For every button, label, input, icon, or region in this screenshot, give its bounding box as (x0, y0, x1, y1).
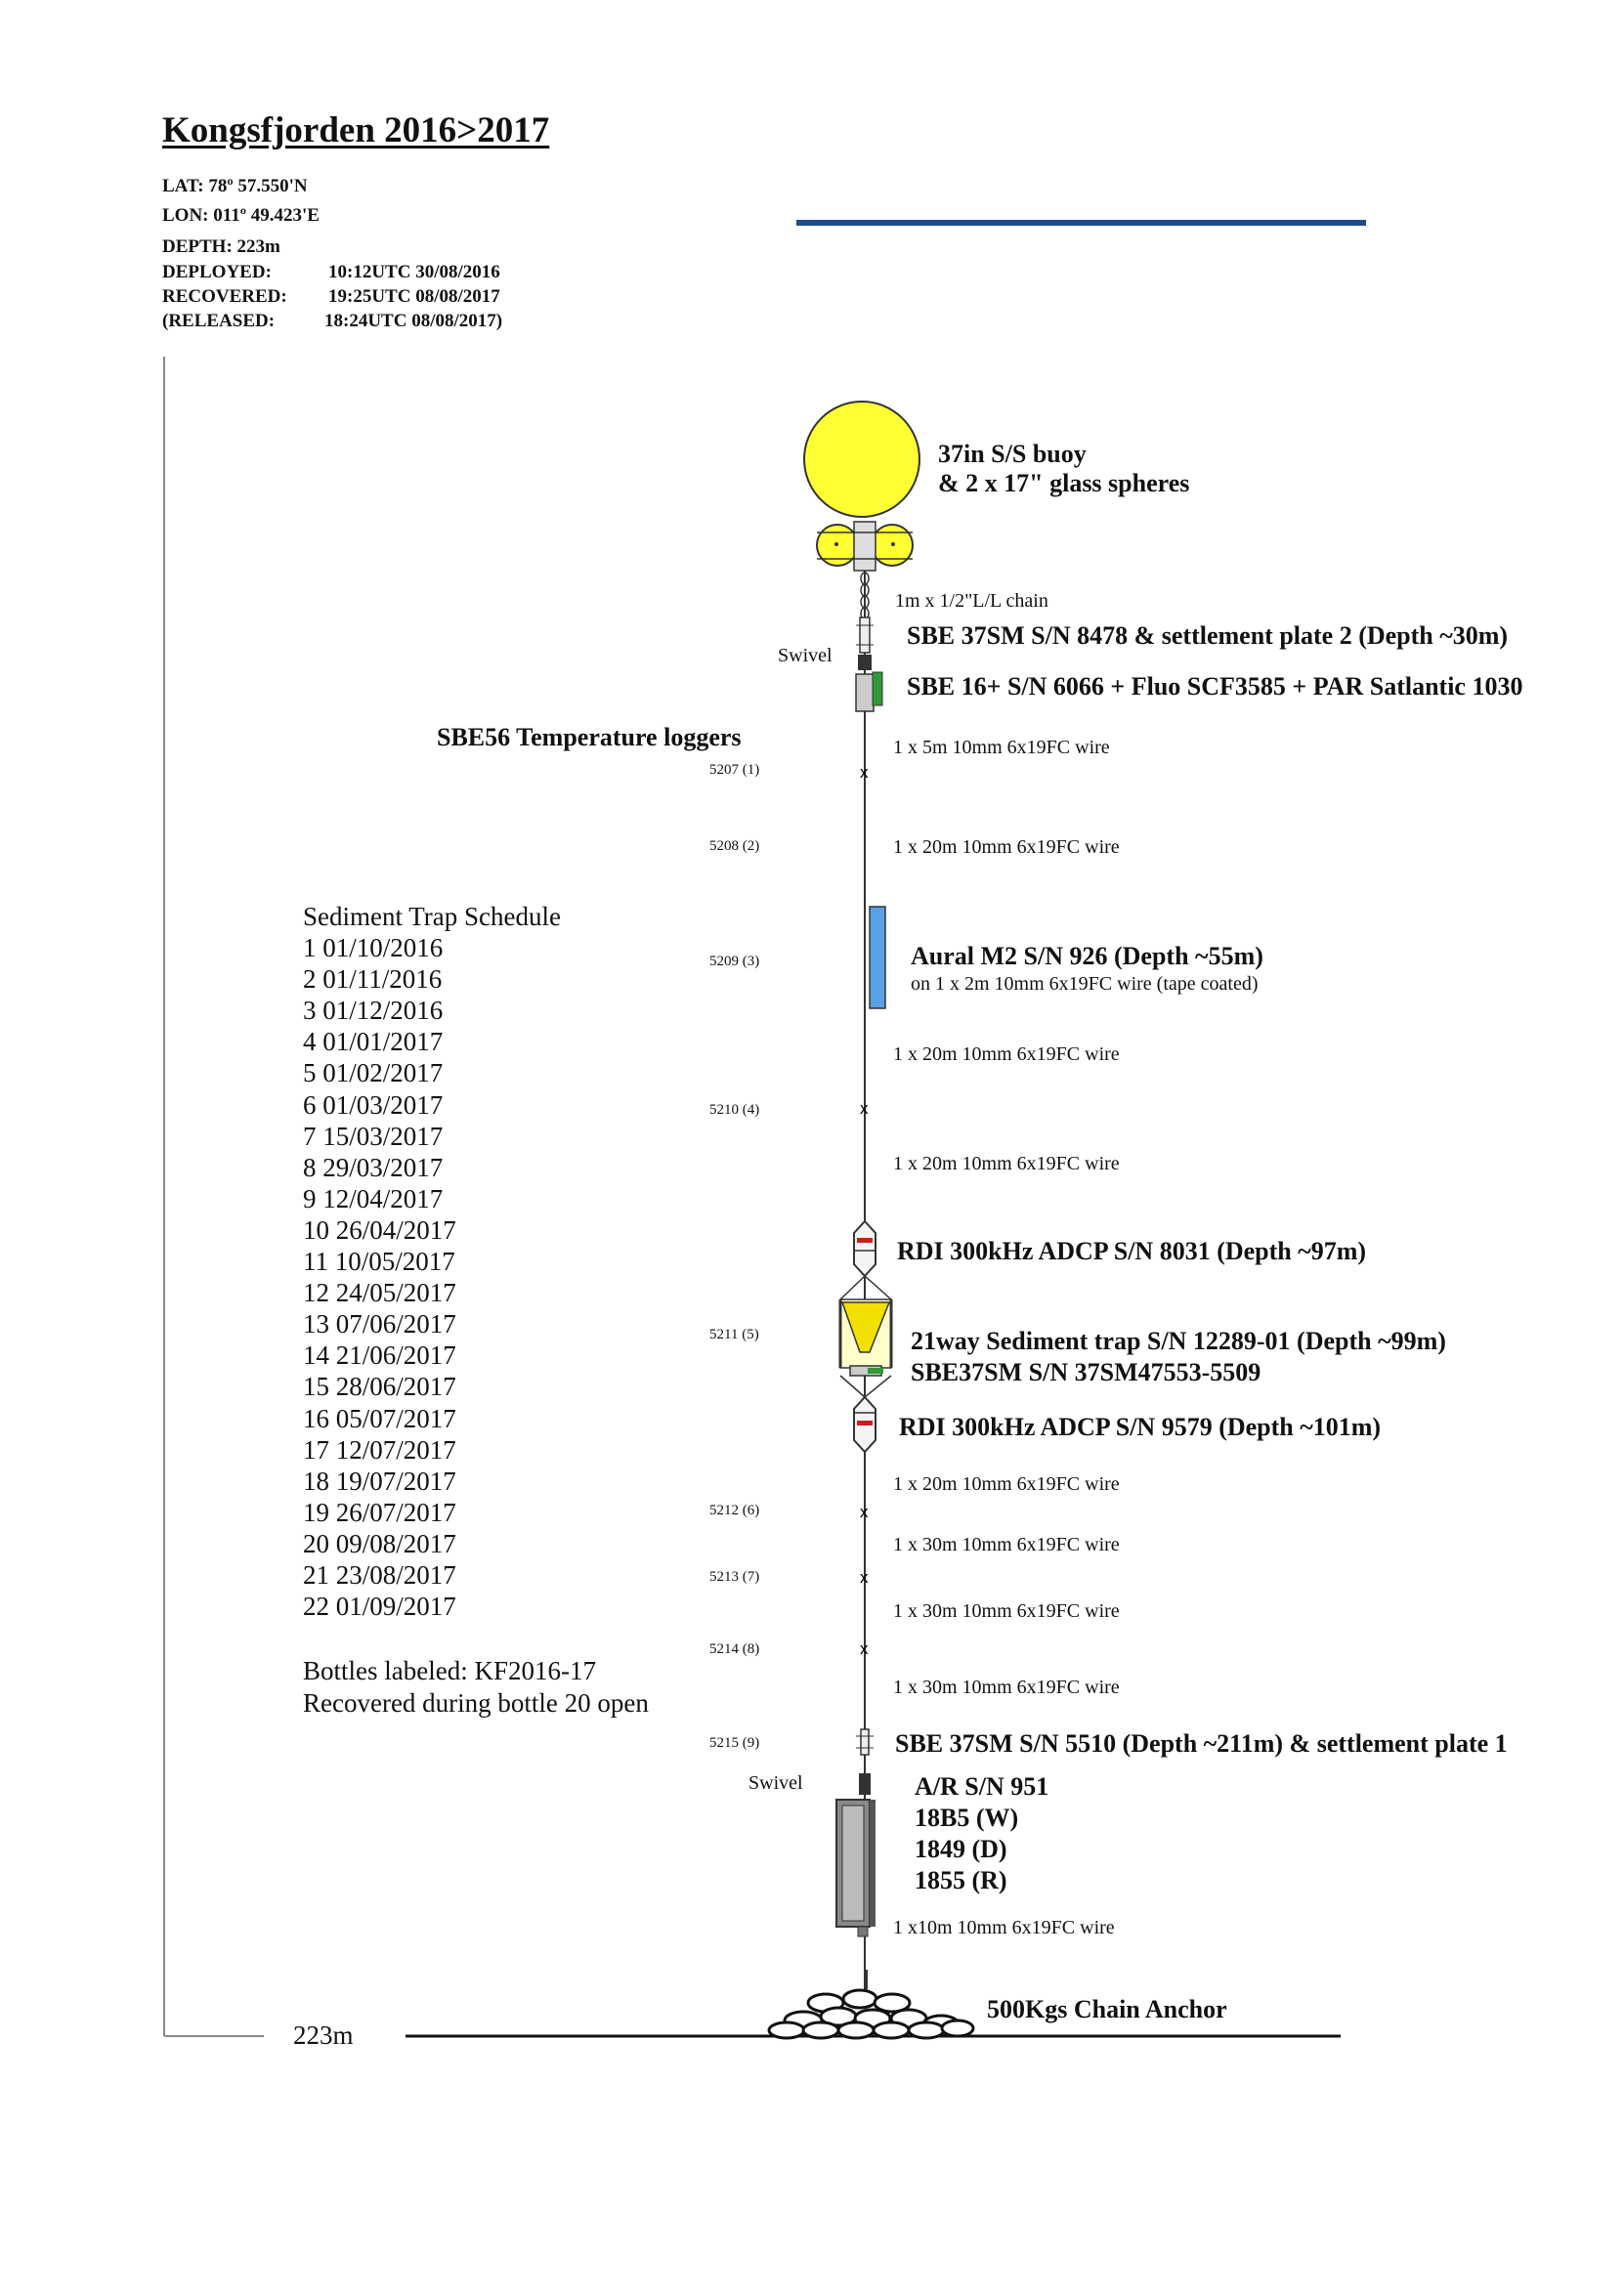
schedule-row: 14 21/06/2017 (303, 1340, 456, 1371)
logger-mark-4: x (860, 1099, 869, 1118)
logger-mark-8: x (860, 1639, 869, 1658)
adcp1-icon (854, 1221, 876, 1276)
adcp2-icon (854, 1397, 876, 1452)
schedule-row: 3 01/12/2016 (303, 996, 444, 1026)
schedule-row: 16 05/07/2017 (303, 1403, 456, 1433)
wire-label-1: 1 x 5m 10mm 6x19FC wire (893, 737, 1110, 758)
schedule-row: 19 26/07/2017 (303, 1497, 456, 1527)
logger-id-3: 5209 (3) (709, 954, 760, 969)
wire-label-2: 1 x 20m 10mm 6x19FC wire (893, 836, 1120, 858)
logger-mark-7: x (860, 1568, 869, 1587)
schedule-row: 5 01/02/2017 (303, 1058, 444, 1088)
buoy-label-2: & 2 x 17" glass spheres (938, 469, 1190, 497)
sbe37-bottom-icon (861, 1729, 869, 1755)
swivel-top-icon (858, 655, 872, 670)
schedule-row: 2 01/11/2016 (303, 964, 443, 995)
swivel-top-label: Swivel (778, 645, 833, 666)
aural-icon (870, 907, 885, 1008)
schedule-row: 7 15/03/2017 (303, 1121, 444, 1151)
released-value: 18:24UTC 08/08/2017) (324, 311, 503, 331)
deployed-row (162, 260, 500, 284)
anchor-label: 500Kgs Chain Anchor (987, 1995, 1227, 2023)
logger-id-1: 5207 (1) (709, 762, 760, 778)
bottles-label: Bottles labeled: KF2016-17 (303, 1656, 596, 1685)
wire-label-6: 1 x 30m 10mm 6x19FC wire (893, 1534, 1120, 1555)
schedule-row: 4 01/01/2017 (303, 1027, 444, 1057)
schedule-row: 9 12/04/2017 (303, 1183, 444, 1213)
sediment-trap-schedule (303, 901, 561, 1622)
swivel-bottom-icon (859, 1773, 871, 1795)
aural-label: Aural M2 S/N 926 (Depth ~55m) (911, 942, 1263, 970)
schedule-title: Sediment Trap Schedule (303, 902, 561, 931)
recovered-value: 19:25UTC 08/08/2017 (328, 286, 500, 307)
sbe16-icon (856, 674, 874, 711)
latitude: LAT: 78º 57.550'N (162, 176, 308, 196)
deployed-value: 10:12UTC 30/08/2016 (328, 262, 500, 282)
schedule-row: 20 09/08/2017 (303, 1528, 456, 1558)
page-title: Kongsfjorden 2016>2017 (162, 110, 550, 150)
logger-id-8: 5214 (8) (709, 1641, 760, 1657)
sediment-trap-sbe-label: SBE37SM S/N 37SM47553-5509 (911, 1358, 1261, 1386)
wire-label-5: 1 x 20m 10mm 6x19FC wire (893, 1473, 1120, 1495)
schedule-row: 21 23/08/2017 (303, 1559, 456, 1590)
release-code-r: 1855 (R) (915, 1866, 1007, 1894)
release-code-w: 18B5 (W) (915, 1804, 1019, 1832)
logger-mark-1: x (860, 763, 869, 782)
bottles-note (303, 1655, 649, 1720)
schedule-row: 15 28/06/2017 (303, 1372, 456, 1402)
sbe37-bottom-label: SBE 37SM S/N 5510 (Depth ~211m) & settlement plate 1 (895, 1729, 1508, 1758)
released-label: (RELEASED: (162, 311, 276, 331)
aural-housing-icon (864, 907, 866, 1008)
sbe16-label: SBE 16+ S/N 6066 + Fluo SCF3585 + PAR Satlantic 1030 (907, 672, 1523, 701)
anchor-chain-icon (769, 1970, 973, 2038)
schedule-row: 1 01/10/2016 (303, 933, 444, 963)
header-bar (796, 220, 1366, 226)
schedule-row: 8 29/03/2017 (303, 1152, 444, 1182)
chain-label: 1m x 1/2"L/L chain (895, 590, 1048, 612)
wire-label-8: 1 x 30m 10mm 6x19FC wire (893, 1677, 1120, 1698)
schedule-row: 18 19/07/2017 (303, 1466, 456, 1496)
wire-label-4: 1 x 20m 10mm 6x19FC wire (893, 1153, 1120, 1174)
adcp1-label: RDI 300kHz ADCP S/N 8031 (Depth ~97m) (897, 1237, 1367, 1265)
wire-label-3: 1 x 20m 10mm 6x19FC wire (893, 1043, 1120, 1065)
released-row (162, 309, 502, 333)
schedule-row: 6 01/03/2017 (303, 1089, 444, 1120)
temp-loggers-label: SBE56 Temperature loggers (437, 723, 742, 751)
buoy-label: 37in S/S buoy (938, 440, 1087, 468)
logger-id-6: 5212 (6) (709, 1503, 760, 1518)
sbe37-top-label: SBE 37SM S/N 8478 & settlement plate 2 (Depth ~30m) (907, 621, 1509, 650)
logger-id-9: 5215 (9) (709, 1735, 760, 1751)
swivel-bottom-label: Swivel (748, 1772, 803, 1794)
schedule-row: 17 12/07/2017 (303, 1434, 456, 1465)
buoy-icon (804, 402, 919, 517)
acoustic-release-icon (836, 1800, 876, 1936)
schedule-row: 12 24/05/2017 (303, 1278, 456, 1308)
depth-marker-label: 223m (293, 2020, 354, 2050)
logger-id-2: 5208 (2) (709, 838, 760, 854)
logger-id-7: 5213 (7) (709, 1569, 760, 1585)
bottles-recovered: Recovered during bottle 20 open (303, 1688, 649, 1718)
adcp2-label: RDI 300kHz ADCP S/N 9579 (Depth ~101m) (899, 1413, 1382, 1441)
wire-label-7: 1 x 30m 10mm 6x19FC wire (893, 1600, 1120, 1622)
sediment-trap-label: 21way Sediment trap S/N 12289-01 (Depth ~99m) (911, 1327, 1446, 1355)
release-label: A/R S/N 951 (915, 1772, 1049, 1801)
recovered-label: RECOVERED: (162, 286, 287, 307)
schedule-row: 13 07/06/2017 (303, 1309, 456, 1339)
logger-mark-6: x (860, 1503, 869, 1521)
schedule-row: 10 26/04/2017 (303, 1214, 456, 1245)
longitude: LON: 011º 49.423'E (162, 205, 320, 226)
release-code-d: 1849 (D) (915, 1835, 1007, 1863)
depth: DEPTH: 223m (162, 236, 280, 257)
schedule-row: 11 10/05/2017 (303, 1247, 455, 1277)
logger-id-4: 5210 (4) (709, 1102, 760, 1118)
recovered-row (162, 284, 500, 309)
aural-sublabel: on 1 x 2m 10mm 6x19FC wire (tape coated) (911, 973, 1259, 995)
logger-id-5: 5211 (5) (709, 1327, 759, 1342)
wire-bottom-label: 1 x10m 10mm 6x19FC wire (893, 1917, 1115, 1938)
schedule-row: 22 01/09/2017 (303, 1592, 456, 1622)
deployed-label: DEPLOYED: (162, 262, 272, 282)
sbe37-top-icon (860, 617, 870, 653)
